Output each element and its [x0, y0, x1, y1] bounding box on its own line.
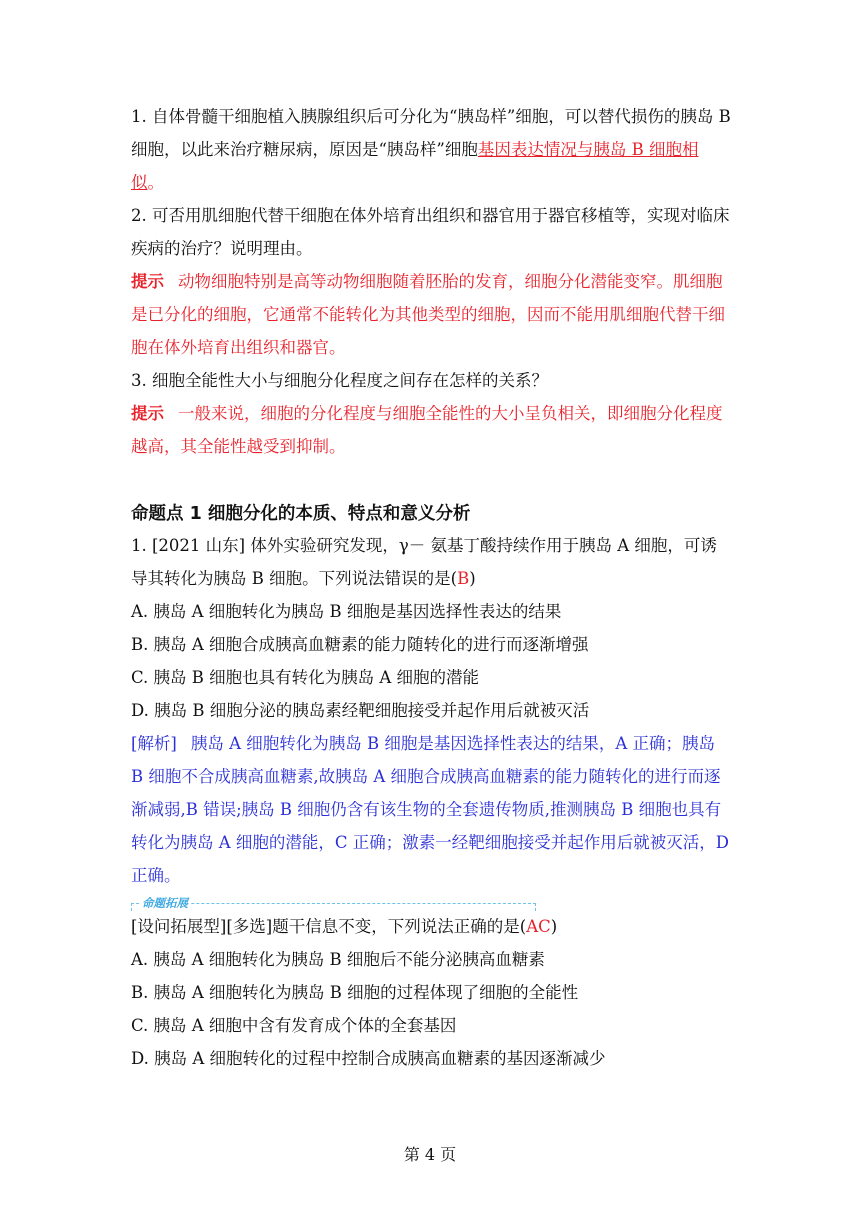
- extension-close: ): [550, 917, 558, 936]
- question-3-hint: [131, 397, 731, 463]
- question-2: 2. 可否用肌细胞代替干细胞在体外培育出组织和器官用于器官移植等，实现对临床疾病的治疗？说明理由。: [131, 206, 730, 258]
- extension-badge-label: 命题拓展: [139, 895, 191, 911]
- extension-option-a: A. 胰岛 A 细胞转化为胰岛 B 细胞后不能分泌胰高血糖素: [131, 950, 545, 969]
- hint-label: 提示: [131, 404, 164, 423]
- badge-corner-right: [530, 903, 536, 911]
- badge-dashed-line: [131, 903, 536, 904]
- page-content: [131, 100, 731, 1075]
- badge-corner-left: [131, 903, 137, 911]
- analysis-label: [解析]: [131, 734, 177, 753]
- extension-option-d: D. 胰岛 A 细胞转化的过程中控制合成胰高血糖素的基因逐渐减少: [131, 1049, 606, 1068]
- page-number: 第 4 页: [403, 1145, 457, 1164]
- mcq-1-option-b: B. 胰岛 A 细胞合成胰高血糖素的能力随转化的进行而逐渐增强: [131, 635, 589, 654]
- mcq-1-close: ): [469, 569, 476, 588]
- mcq-1-option-d: D. 胰岛 B 细胞分泌的胰岛素经靶细胞接受并起作用后就被灭活: [131, 701, 590, 720]
- extension-stem-text: [设问拓展型][多选]题干信息不变，下列说法正确的是(: [131, 917, 527, 936]
- hint-text: 动物细胞特别是高等动物细胞随着胚胎的发育，细胞分化潜能变窄。肌细胞是已分化的细胞，它通常不能转化为其他类型的细胞，因而不能用肌细胞代替干细胞在体外培育出组织和器官。: [131, 272, 725, 357]
- mcq-1-option-c: C. 胰岛 B 细胞也具有转化为胰岛 A 细胞的潜能: [131, 668, 480, 687]
- extension-badge: [131, 894, 731, 916]
- extension-answer: AC: [526, 917, 551, 936]
- question-1: [131, 100, 731, 199]
- question-1-text: 1. 自体骨髓干细胞植入胰腺组织后可分化为“胰岛样”细胞，可以替代损伤的胰岛 B 细胞，以此来治疗糖尿病，原因是“胰岛样”细胞: [131, 107, 731, 159]
- extension-option-b: B. 胰岛 A 细胞转化为胰岛 B 细胞的过程体现了细胞的全能性: [131, 983, 579, 1002]
- analysis-text: 胰岛 A 细胞转化为胰岛 B 细胞是基因选择性表达的结果，A 正确；胰岛 B 细胞不合成胰高血糖素,故胰岛 A 细胞合成胰高血糖素的能力随转化的进行而逐渐减弱,B 错误;胰岛 B 细胞仍含有该生物的全套遗传物质,推测胰岛 B 细胞也具有转化为胰岛 A 细胞的潜能，C 正确；激素一经靶细胞接受并起作用后就被灭活，D 正确。: [131, 734, 730, 885]
- mcq-1-stem-text: 1. [2021 山东] 体外实验研究发现，γ－ 氨基丁酸持续作用于胰岛 A 细胞，可诱导其转化为胰岛 B 细胞。下列说法错误的是(: [131, 536, 717, 588]
- question-2-hint: [131, 265, 731, 364]
- section-heading: 命题点 1 细胞分化的本质、特点和意义分析: [131, 504, 471, 524]
- mcq-1-analysis: [131, 727, 731, 892]
- mcq-1-option-a: A. 胰岛 A 细胞转化为胰岛 B 细胞是基因选择性表达的结果: [131, 602, 562, 621]
- hint-label: 提示: [131, 272, 164, 291]
- mcq-1-stem: [131, 529, 731, 595]
- mcq-1-answer: B: [457, 569, 470, 588]
- question-1-end: 。: [147, 173, 164, 192]
- question-3: 3. 细胞全能性大小与细胞分化程度之间存在怎样的关系？: [131, 371, 548, 390]
- question-1-answer: 基因表达情况与胰岛 B 细胞相似: [131, 140, 699, 192]
- hint-text: 一般来说，细胞的分化程度与细胞全能性的大小呈负相关，即细胞分化程度越高，其全能性越受到抑制。: [131, 404, 723, 456]
- extension-option-c: C. 胰岛 A 细胞中含有发育成个体的全套基因: [131, 1016, 457, 1035]
